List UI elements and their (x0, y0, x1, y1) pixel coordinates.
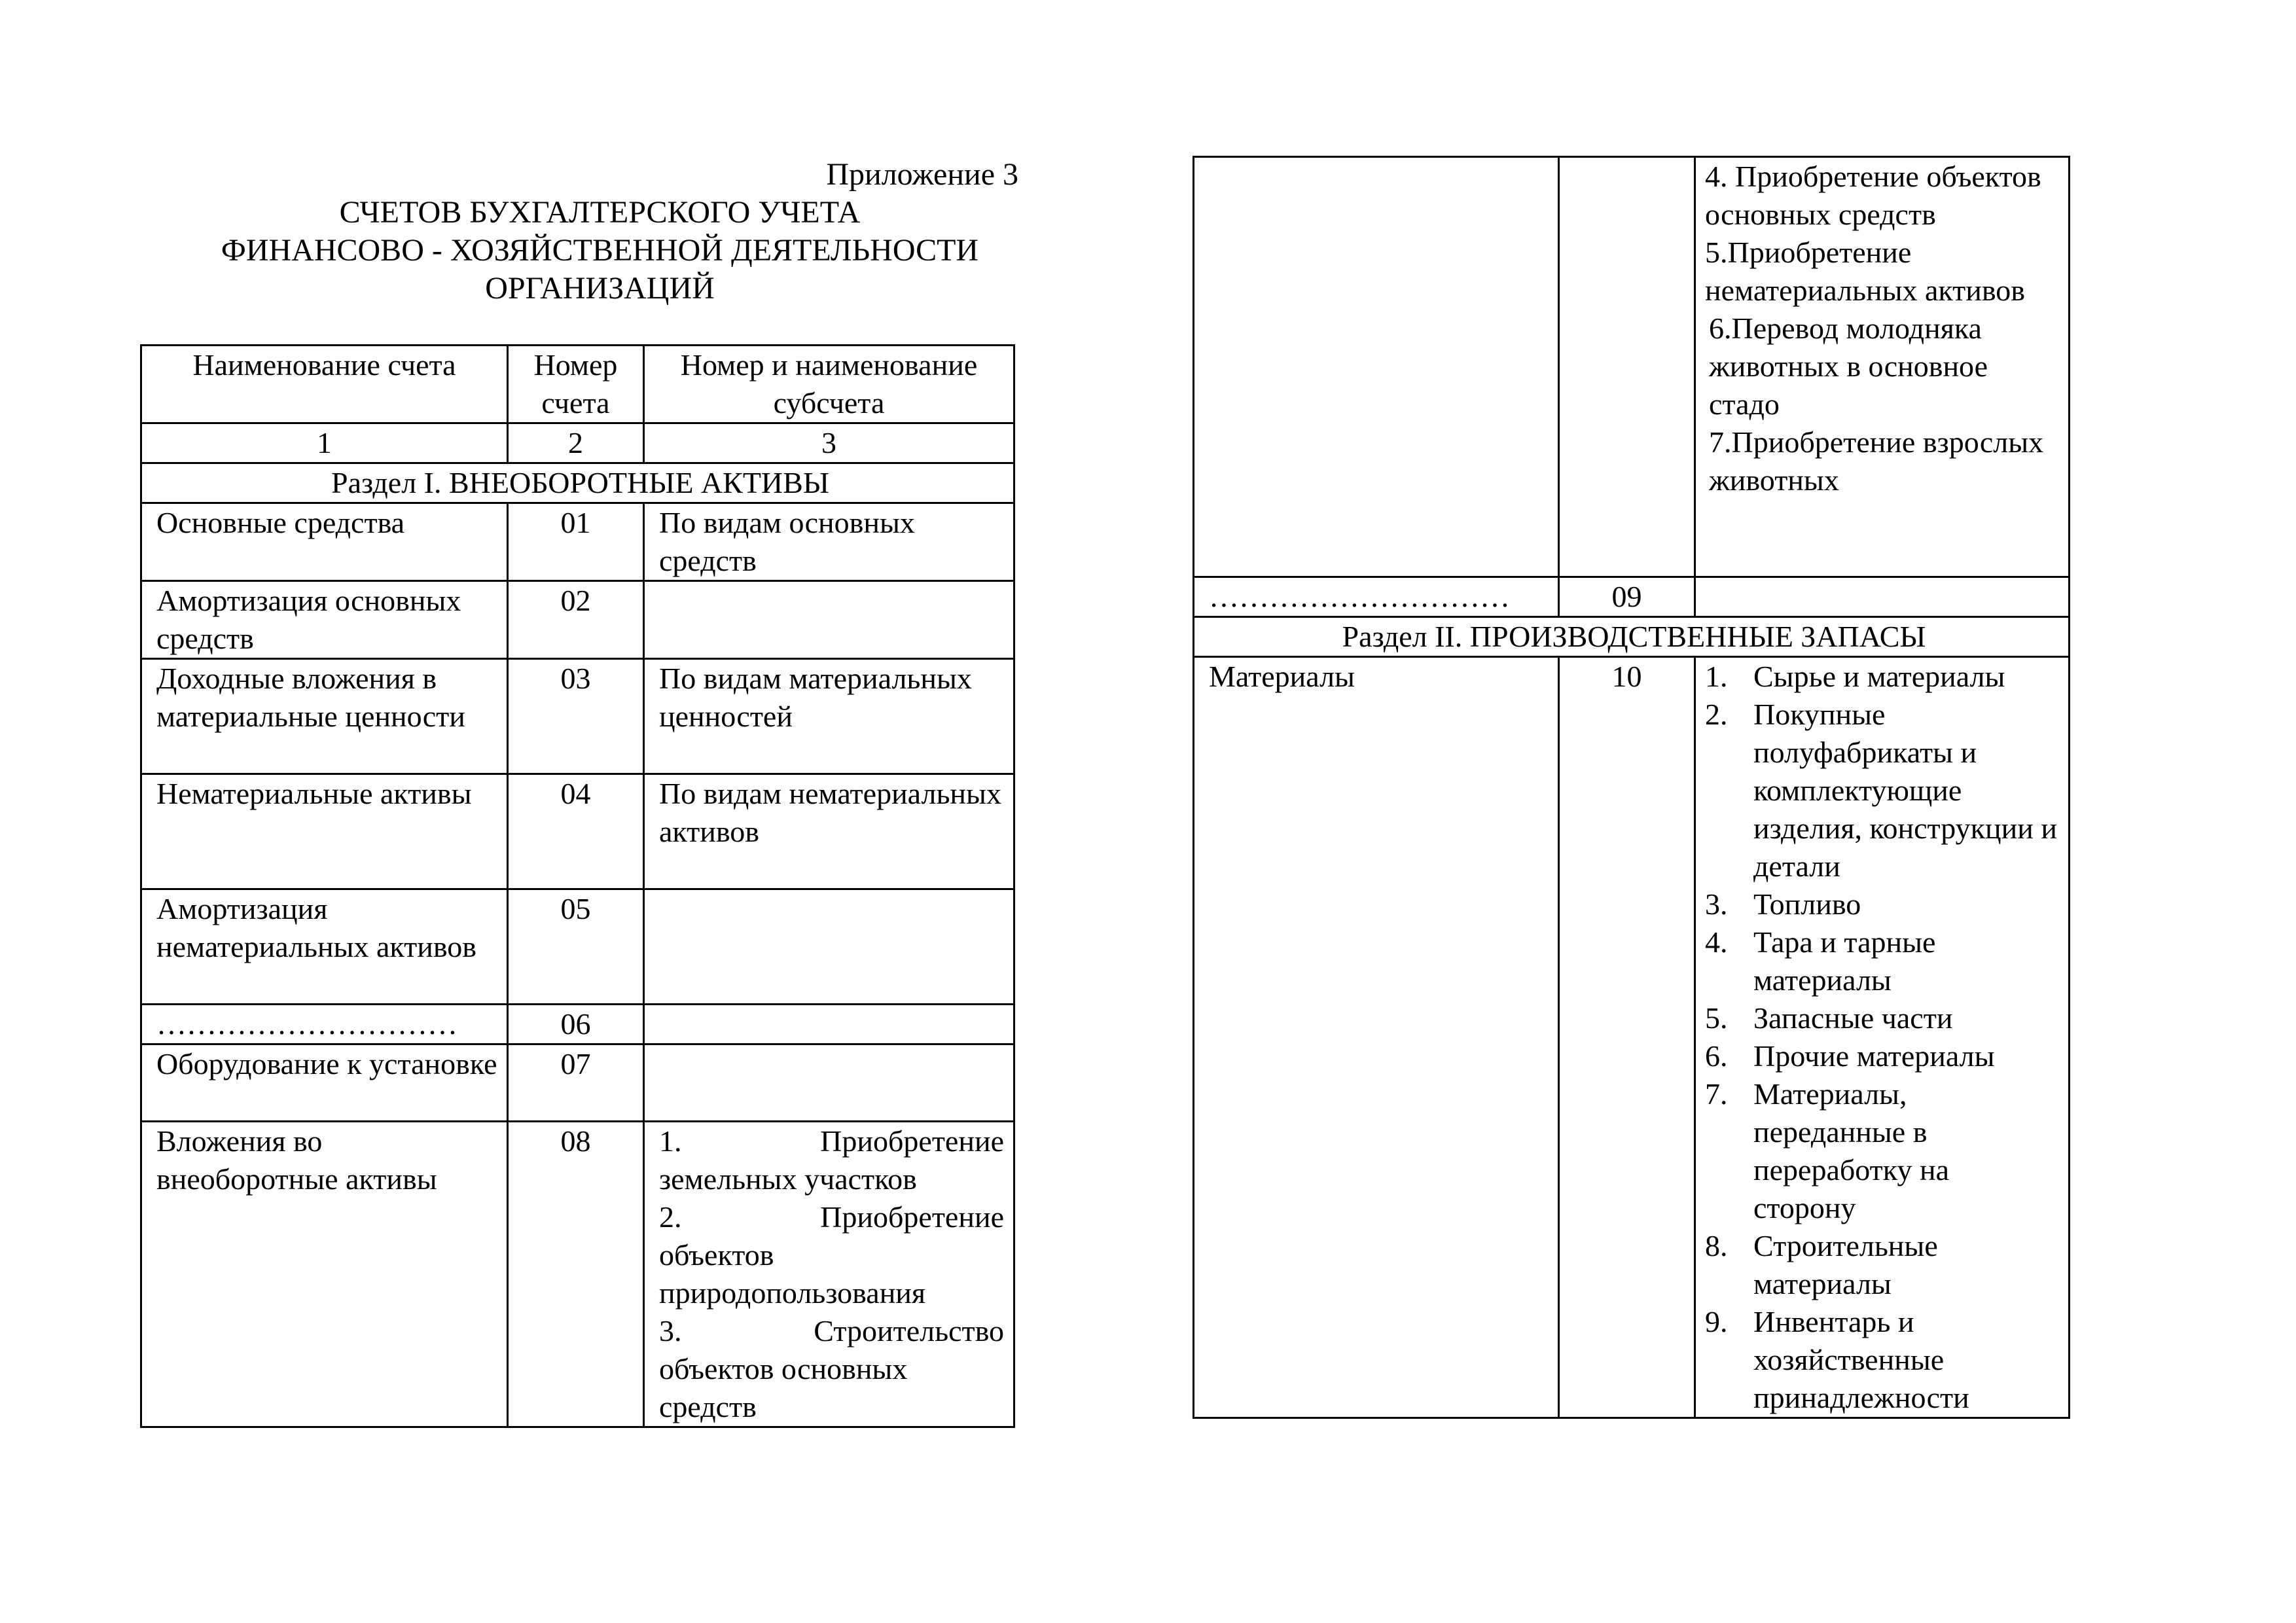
account-number: 01 (508, 503, 644, 581)
list-item-number: 2. (1705, 698, 1728, 731)
list-item-text: Материалы, переданные в переработку на сторону (1753, 1077, 1949, 1224)
list-item-text: Запасные части (1753, 1001, 1953, 1035)
account-subaccount (644, 1044, 1014, 1122)
account-name: Амортизация нематериальных активов (141, 889, 508, 1005)
account-number: 03 (508, 659, 644, 774)
account-name: Вложения во внеоборотные активы (141, 1122, 508, 1427)
account-name: Доходные вложения в материальные ценности (141, 659, 508, 774)
list-item-number: 9. (1705, 1305, 1728, 1338)
col-header-subaccount: Номер и наименование субсчета (644, 346, 1014, 423)
account-name: Материалы (1194, 657, 1559, 1418)
table-header-row (141, 346, 1014, 423)
account-subaccount (1695, 157, 2070, 577)
account-subaccount (644, 1005, 1014, 1044)
subaccount-number: 2. (659, 1200, 682, 1234)
table-row (141, 774, 1014, 889)
list-item (1705, 1075, 2059, 1227)
document-header (140, 156, 1018, 308)
section-title: Раздел I. ВНЕОБОРОТНЫЕ АКТИВЫ (141, 463, 1014, 503)
list-item (1705, 885, 2059, 923)
subaccount-number: 3. (659, 1314, 682, 1347)
appendix-label: Приложение 3 (826, 157, 1018, 192)
account-subaccount: По видам основных средств (644, 503, 1014, 581)
list-item-text: Покупные полуфабрикаты и комплектующие изделия, конструкции и детали (1753, 698, 2057, 883)
list-item (1705, 1037, 2059, 1075)
section-title: Раздел II. ПРОИЗВОДСТВЕННЫЕ ЗАПАСЫ (1194, 617, 2070, 657)
account-name: Оборудование к установке (141, 1044, 508, 1122)
subaccount-item (659, 1312, 1004, 1426)
list-item-number: 8. (1705, 1229, 1728, 1262)
table-row (141, 659, 1014, 774)
subaccount-item (659, 1122, 1004, 1198)
subaccount-item: 5.Приобретение нематериальных активов (1705, 236, 2025, 307)
account-number: 02 (508, 581, 644, 659)
subaccount-head: Строительство (814, 1314, 1004, 1347)
account-name: ………………………… (1194, 577, 1559, 617)
col-header-number: Номер счета (508, 346, 644, 423)
list-item-text: Тара и тарные материалы (1753, 925, 1936, 997)
list-item-text: Сырье и материалы (1753, 660, 2005, 693)
subaccount-item: 4. Приобретение объектов основных средств (1705, 160, 2041, 231)
table-row (141, 581, 1014, 659)
subaccount-text: земельных участков (659, 1162, 917, 1196)
section-row (1194, 617, 2070, 657)
list-item (1705, 696, 2059, 885)
account-number: 10 (1559, 657, 1695, 1418)
col-header-name: Наименование счета (141, 346, 508, 423)
account-name: Нематериальные активы (141, 774, 508, 889)
list-item-number: 1. (1705, 660, 1728, 693)
title-line: ОРГАНИЗАЦИЙ (485, 271, 715, 306)
list-item-number: 5. (1705, 1001, 1728, 1035)
account-subaccount: По видам материальных ценностей (644, 659, 1014, 774)
subaccount-item: 6.Перевод молодняка животных в основное стадо (1709, 312, 1988, 421)
list-item-number: 3. (1705, 887, 1728, 921)
account-number: 04 (508, 774, 644, 889)
table-row (141, 1122, 1014, 1427)
list-item-text: Строительные материалы (1753, 1229, 1938, 1300)
subaccount-head: Приобретение (820, 1124, 1004, 1158)
subaccount-head: Приобретение (820, 1200, 1004, 1234)
table-row (141, 1005, 1014, 1044)
account-subaccount: По видам нематериальных активов (644, 774, 1014, 889)
list-item (1705, 923, 2059, 999)
list-item-number: 7. (1705, 1077, 1728, 1111)
list-item-text: Топливо (1753, 887, 1861, 921)
accounts-table-left (140, 344, 1015, 1428)
account-number: 08 (508, 1122, 644, 1427)
accounts-table-right (1193, 156, 2070, 1419)
list-item (1705, 1227, 2059, 1303)
account-subaccount (644, 581, 1014, 659)
col-number: 2 (508, 423, 644, 463)
table-row (141, 889, 1014, 1005)
list-item-text: Инвентарь и хозяйственные принадлежности (1753, 1305, 1969, 1414)
account-subaccount (1695, 577, 2070, 617)
subaccount-list (1705, 658, 2059, 1417)
document-title (186, 194, 1014, 308)
table-row (141, 503, 1014, 581)
account-number (1559, 157, 1695, 577)
account-name: Основные средства (141, 503, 508, 581)
col-number: 3 (644, 423, 1014, 463)
account-number: 06 (508, 1005, 644, 1044)
account-name: Амортизация основных средств (141, 581, 508, 659)
list-item (1705, 999, 2059, 1037)
subaccount-item: 7.Приобретение взрослых животных (1709, 425, 2044, 497)
subaccount-text: объектов природопользования (659, 1238, 926, 1310)
col-number: 1 (141, 423, 508, 463)
list-item (1705, 658, 2059, 696)
list-item (1705, 1303, 2059, 1417)
account-subaccount (644, 889, 1014, 1005)
title-line: ФИНАНСОВО - ХОЗЯЙСТВЕННОЙ ДЕЯТЕЛЬНОСТИ (221, 233, 979, 268)
list-item-text: Прочие материалы (1753, 1039, 1995, 1073)
table-row (1194, 657, 2070, 1418)
account-subaccount (644, 1122, 1014, 1427)
account-name: ………………………… (141, 1005, 508, 1044)
account-number: 07 (508, 1044, 644, 1122)
column-number-row (141, 423, 1014, 463)
table-row (141, 1044, 1014, 1122)
subaccount-text: объектов основных средств (659, 1352, 908, 1423)
table-row (1194, 157, 2070, 577)
table-row (1194, 577, 2070, 617)
section-row (141, 463, 1014, 503)
list-item-number: 4. (1705, 925, 1728, 959)
subaccount-item (659, 1198, 1004, 1312)
title-line: СЧЕТОВ БУХГАЛТЕРСКОГО УЧЕТА (339, 195, 861, 230)
account-number: 09 (1559, 577, 1695, 617)
account-subaccount (1695, 657, 2070, 1418)
subaccount-number: 1. (659, 1124, 682, 1158)
account-number: 05 (508, 889, 644, 1005)
account-name (1194, 157, 1559, 577)
list-item-number: 6. (1705, 1039, 1728, 1073)
